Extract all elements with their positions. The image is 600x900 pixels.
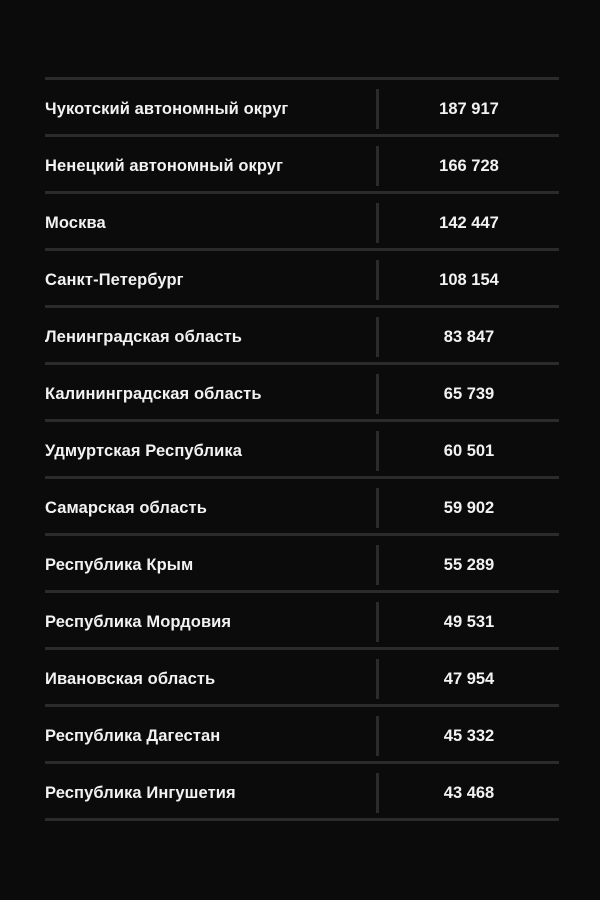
table-row bbox=[45, 764, 559, 818]
table-row bbox=[45, 422, 559, 476]
region-name: Республика Ингушетия bbox=[45, 783, 236, 802]
region-name: Калининградская область bbox=[45, 384, 262, 403]
region-value: 55 289 bbox=[443, 555, 495, 574]
region-name: Чукотский автономный округ bbox=[45, 99, 289, 118]
region-name: Ивановская область bbox=[45, 669, 216, 688]
table-row bbox=[45, 137, 559, 191]
region-name: Республика Мордовия bbox=[45, 612, 232, 631]
region-value: 49 531 bbox=[443, 612, 495, 631]
table-row bbox=[45, 536, 559, 590]
region-value: 166 728 bbox=[439, 156, 499, 175]
region-value: 43 468 bbox=[443, 783, 495, 802]
region-name: Москва bbox=[45, 213, 106, 232]
region-name: Ленинградская область bbox=[45, 327, 243, 346]
region-value: 142 447 bbox=[439, 213, 499, 232]
region-value: 45 332 bbox=[443, 726, 495, 745]
region-value: 47 954 bbox=[443, 669, 495, 688]
region-value: 108 154 bbox=[439, 270, 499, 289]
region-name: Удмуртская Республика bbox=[45, 441, 243, 460]
region-name: Ненецкий автономный округ bbox=[45, 156, 284, 175]
table-row bbox=[45, 251, 559, 305]
region-name: Санкт-Петербург bbox=[45, 270, 184, 289]
region-name: Самарская область bbox=[45, 498, 207, 517]
table-row bbox=[45, 707, 559, 761]
region-name: Республика Дагестан bbox=[45, 726, 221, 745]
region-value: 65 739 bbox=[443, 384, 495, 403]
table-row bbox=[45, 650, 559, 704]
table-row bbox=[45, 365, 559, 419]
table-row bbox=[45, 308, 559, 362]
table-row bbox=[45, 593, 559, 647]
region-value: 83 847 bbox=[443, 327, 495, 346]
table-row bbox=[45, 194, 559, 248]
region-value: 59 902 bbox=[443, 498, 495, 517]
table-row bbox=[45, 479, 559, 533]
table-bottom-rule bbox=[45, 818, 559, 821]
region-value: 187 917 bbox=[439, 99, 499, 118]
region-value: 60 501 bbox=[443, 441, 495, 460]
table-row bbox=[45, 80, 559, 134]
regions-table bbox=[45, 77, 559, 821]
region-name: Республика Крым bbox=[45, 555, 194, 574]
